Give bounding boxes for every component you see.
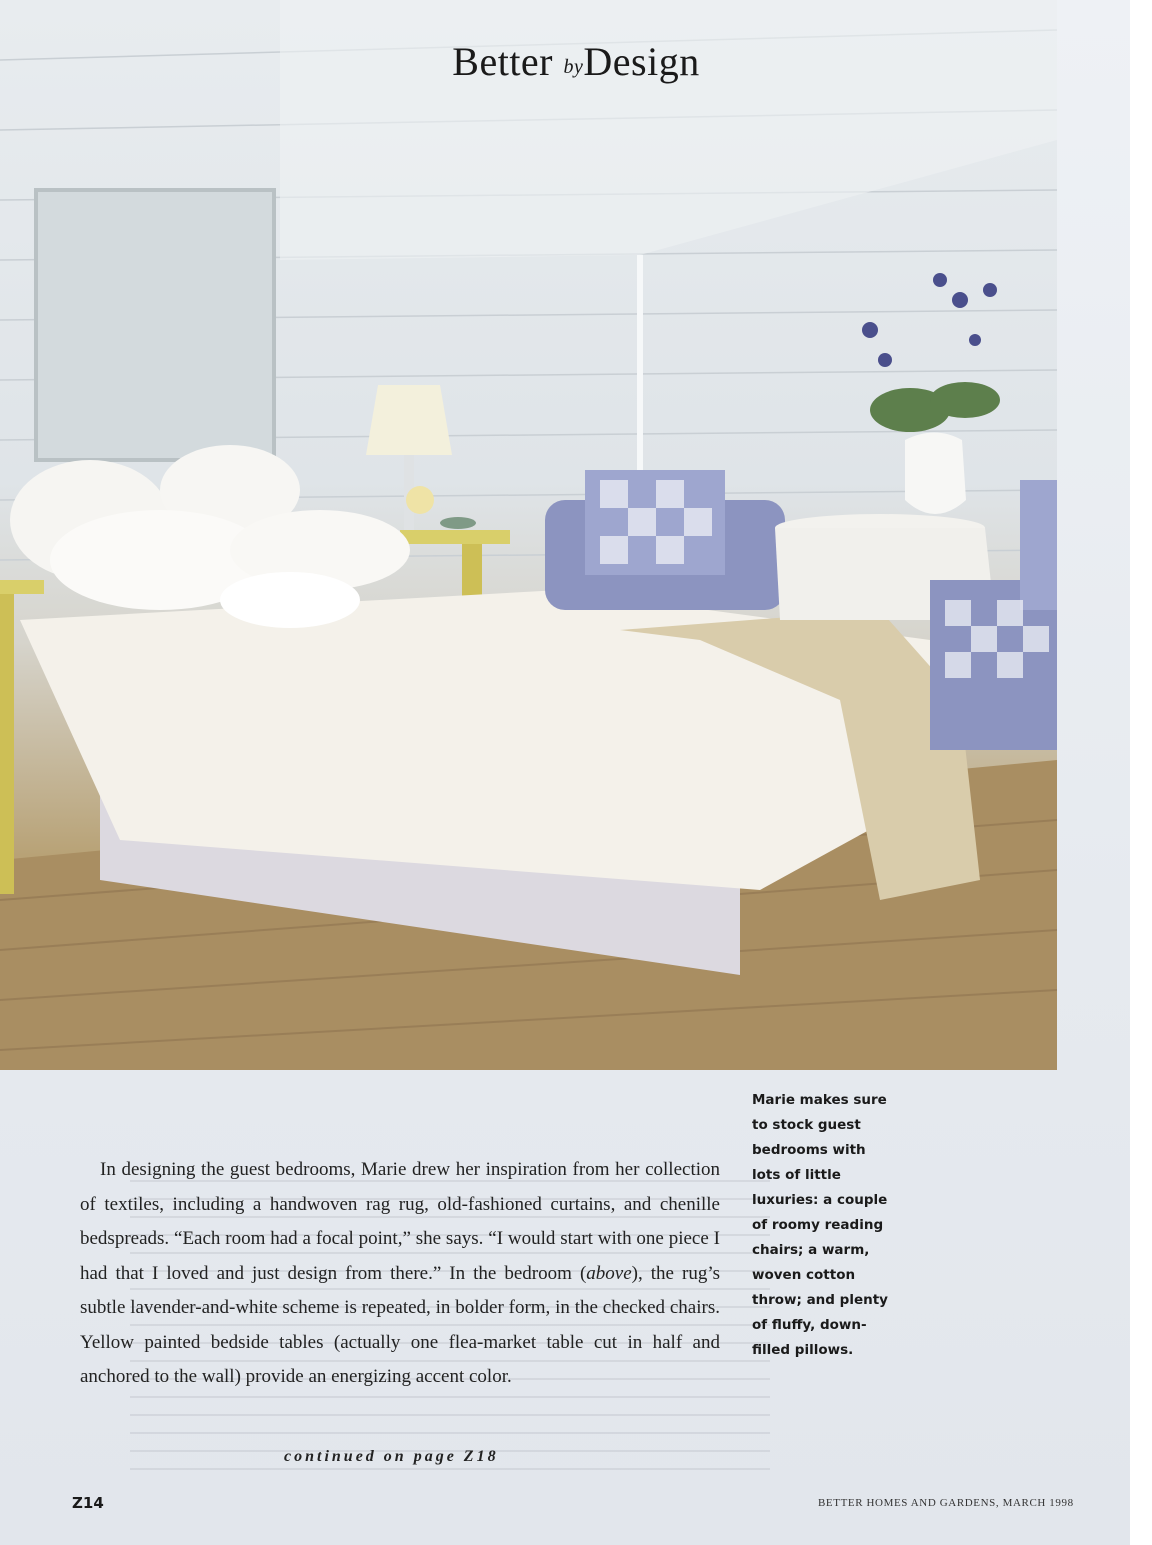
publication-line: BETTER HOMES AND GARDENS, MARCH 1998: [818, 1497, 1074, 1509]
article-paragraph: [80, 1153, 720, 1395]
torn-edge: [1130, 0, 1152, 1545]
title-part2: Design: [583, 39, 700, 84]
checked-chair-left: [545, 470, 785, 610]
photo-caption: Marie makes sure to stock guest bedrooms with lots of little luxuries: a couple of roomy reading chairs; a warm, woven cotton throw; and plenty of fluffy, down-filled pillows.: [752, 1092, 888, 1358]
paragraph-start: In designing the guest bedrooms, Marie drew her inspiration from her collection of textiles, including a handwoven rag rug, old-fashioned curtains, and chenille bedspreads. “Each room had a focal point,” she says. “I would start with one piece I had that I loved and just design from there.” In the bedroom (: [80, 1159, 720, 1284]
bedside-table-left: [0, 580, 44, 594]
page-number: Z14: [72, 1494, 104, 1512]
bedside-table-right: [400, 530, 510, 544]
title-part1: Better: [452, 39, 553, 84]
paragraph-end: ), the rug’s subtle lavender-and-white scheme is repeated, in bolder form, in the checked chairs. Yellow painted bedside tables (actually one flea-market table cut in half and anchored to the wall) provide an energizing accent color.: [80, 1262, 720, 1387]
lamp-shade: [366, 385, 452, 455]
continued-line: continued on page Z18: [284, 1448, 499, 1465]
title-by: by: [563, 56, 584, 78]
section-title: [0, 38, 1152, 85]
paragraph-emphasis: above: [586, 1262, 632, 1284]
wall-mirror: [36, 190, 274, 460]
